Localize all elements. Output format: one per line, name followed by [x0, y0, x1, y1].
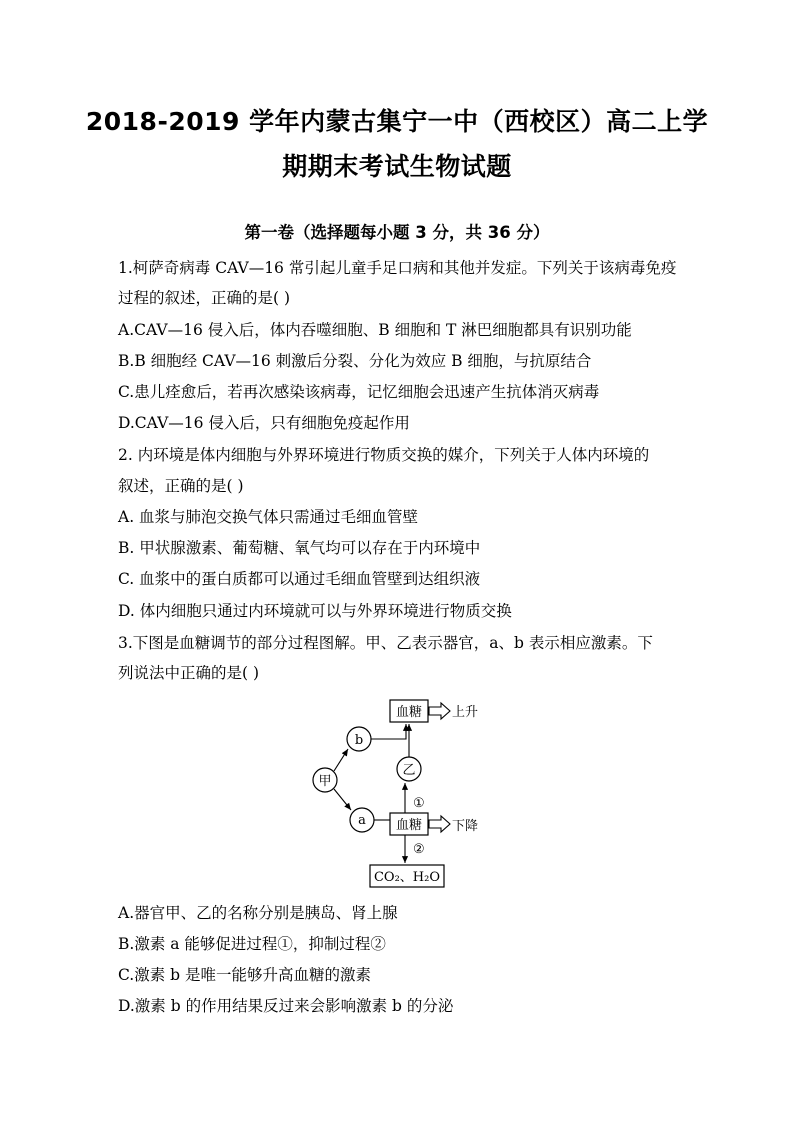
rise-arrow-icon	[429, 703, 450, 719]
process-2-label: ②	[413, 842, 425, 857]
q2-stem-line-2: 叙述，正确的是( )	[118, 477, 244, 495]
svg-text:b: b	[354, 733, 364, 748]
q3-stem-line-2: 列说法中正确的是( )	[118, 664, 260, 682]
svg-text:a: a	[358, 813, 366, 828]
q2-option-a: A. 血浆与肺泡交换气体只需通过毛细血管壁	[118, 508, 419, 526]
middle-blood-sugar-box	[390, 813, 428, 835]
node-b	[347, 727, 371, 751]
q2-option-d: D. 体内细胞只通过内环境就可以与外界环境进行物质交换	[118, 602, 512, 620]
q1-stem-line-2: 过程的叙述，正确的是( )	[118, 289, 291, 307]
q3-option-d: D.激素 b 的作用结果反过来会影响激素 b 的分泌	[118, 997, 454, 1015]
fall-label: 下降	[452, 819, 479, 834]
exam-title-line-2: 期期末考试生物试题	[282, 152, 512, 181]
q2-option-b: B. 甲状腺激素、葡萄糖、氧气均可以存在于内环境中	[118, 539, 481, 557]
middle-box-label: 血糖	[395, 818, 423, 833]
q3-stem-line-1: 3.下图是血糖调节的部分过程图解。甲、乙表示器官，a、b 表示相应激素。下	[118, 634, 653, 652]
b-to-blood-sugar-arrow	[371, 724, 406, 739]
q1-option-c: C.患儿痊愈后，若再次感染该病毒，记忆细胞会迅速产生抗体消灭病毒	[118, 383, 600, 401]
exam-title-line-1: 2018-2019 学年内蒙古集宁一中（西校区）高二上学	[85, 107, 709, 136]
process-1-label: ①	[413, 796, 425, 811]
co2-h2o-box	[370, 865, 444, 887]
node-jia	[313, 768, 337, 792]
q2-option-c: C. 血浆中的蛋白质都可以通过毛细血管壁到达组织液	[118, 570, 481, 588]
co2-h2o-label: CO₂、H₂O	[373, 870, 441, 885]
top-blood-sugar-box	[390, 700, 428, 722]
jia-to-b-arrow	[334, 749, 348, 771]
top-box-label: 血糖	[395, 705, 423, 720]
q3-option-a: A.器官甲、乙的名称分别是胰岛、肾上腺	[118, 904, 398, 922]
blood-sugar-diagram	[305, 693, 505, 893]
q1-option-d: D.CAV—16 侵入后，只有细胞免疫起作用	[118, 414, 410, 432]
q3-option-c: C.激素 b 是唯一能够升高血糖的激素	[118, 966, 372, 984]
q1-stem-line-1: 1.柯萨奇病毒 CAV—16 常引起儿童手足口病和其他并发症。下列关于该病毒免疫	[118, 259, 677, 277]
node-a	[350, 808, 374, 832]
svg-text:乙: 乙	[402, 763, 416, 778]
svg-text:甲: 甲	[318, 774, 332, 789]
q2-stem-line-1: 2. 内环境是体内细胞与外界环境进行物质交换的媒介，下列关于人体内环境的	[118, 446, 650, 464]
fall-arrow-icon	[429, 816, 450, 832]
q1-option-a: A.CAV—16 侵入后，体内吞噬细胞、B 细胞和 T 淋巴细胞都具有识别功能	[118, 321, 632, 339]
section-heading: 第一卷（选择题每小题 3 分，共 36 分）	[244, 223, 550, 242]
q3-option-b: B.激素 a 能够促进过程①，抑制过程②	[118, 935, 386, 953]
rise-label: 上升	[452, 705, 479, 720]
jia-to-a-arrow	[334, 789, 351, 810]
node-yi	[397, 757, 421, 781]
q1-option-b: B.B 细胞经 CAV—16 刺激后分裂、分化为效应 B 细胞，与抗原结合	[118, 352, 592, 370]
